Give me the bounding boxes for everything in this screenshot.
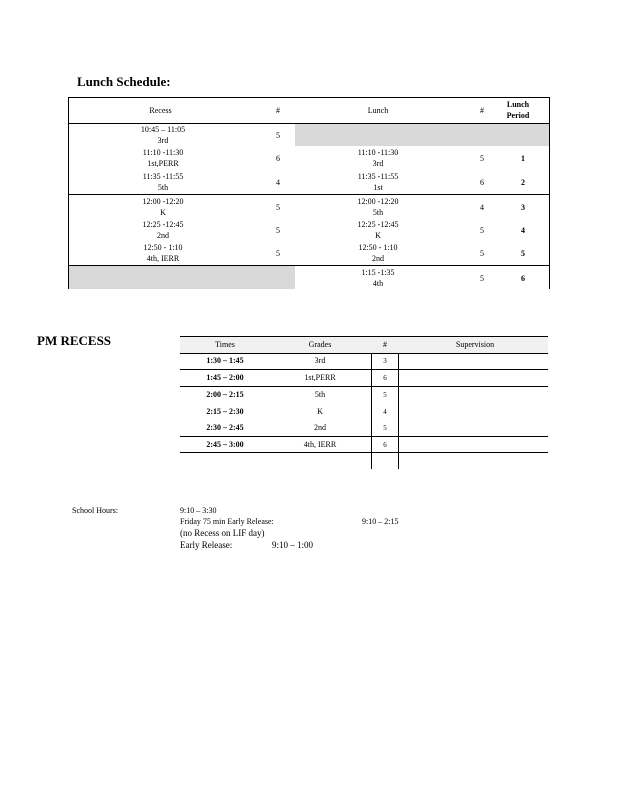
school-hours-label: School Hours: xyxy=(72,506,118,515)
lunch-schedule-table: Recess # Lunch # Lunch Period 10:45 – 11:05 3rd 5 11:10 -11:30 1st,PERR 6 11:10 -11:30 3rd 5 1 11:35 -11:55 5th 4 11:35 -11:55 1st 6 2 12:00 -12:20 K 5 12:00 -12:20 5th 4 3 12:25 -12:45 2nd 5 12:25 -12:45 K 5 4 12:50 - 1:10 4th, IERR 5 12:50 - 1:10 2nd 5 5 1:15 -1:35 4th 5 6 xyxy=(68,97,550,289)
lunch-schedule-title: Lunch Schedule: xyxy=(77,74,171,89)
lunch-empty-cell xyxy=(295,124,550,146)
friday-release-label: Friday 75 min Early Release: xyxy=(180,517,274,526)
no-recess-note: (no Recess on LIF day) xyxy=(180,528,265,538)
supervision-header: Supervision xyxy=(455,340,495,349)
lunch-count-header: # xyxy=(480,106,484,115)
early-release-label: Early Release: xyxy=(180,540,233,550)
pm-recess-title: PM RECESS xyxy=(37,333,112,348)
pm-recess-table: Times Grades # Supervision 1:30 – 1:45 3rd 3 1:45 – 2:00 1st,PERR 6 2:00 – 2:15 5th 5 2:15 – 2:30 K 4 2:30 – 2:45 2nd 5 2:45 – 3:00 4th, IERR 6 xyxy=(180,336,548,469)
times-header: Times xyxy=(215,340,235,349)
friday-release-time: 9:10 – 2:15 xyxy=(362,517,399,526)
school-hours-regular: 9:10 – 3:30 xyxy=(180,506,217,515)
lunch-header: Lunch xyxy=(367,106,389,115)
count-header: # xyxy=(383,340,387,349)
early-release-time: 9:10 – 1:00 xyxy=(272,540,314,550)
lunch-period-header: Lunch Period xyxy=(506,100,530,120)
grades-header: Grades xyxy=(308,340,332,349)
recess-header: Recess xyxy=(149,106,172,115)
recess-count-header: # xyxy=(276,106,280,115)
recess-empty-cell xyxy=(68,266,295,289)
